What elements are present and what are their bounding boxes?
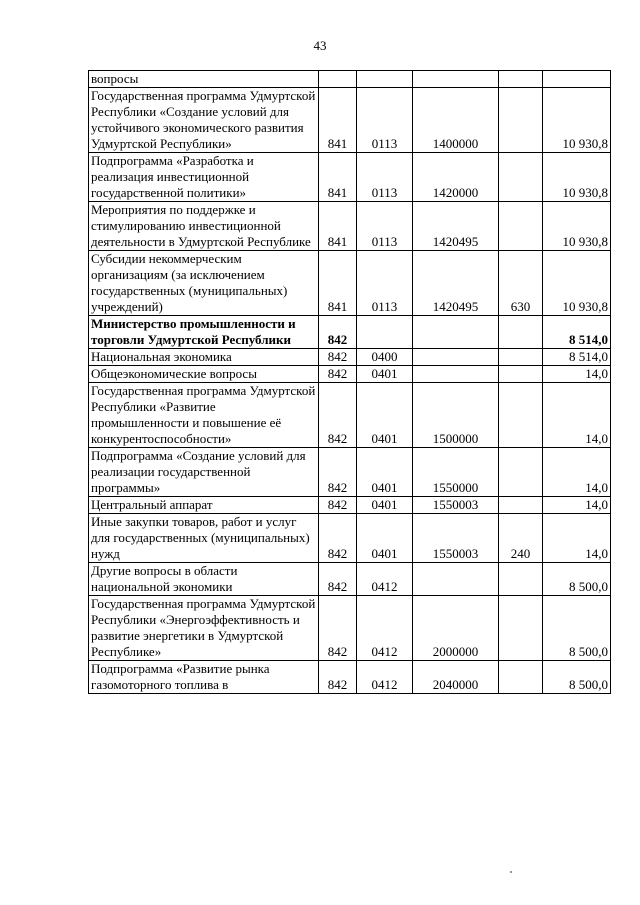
table-row: [89, 383, 611, 448]
row-department-cell: 841: [319, 153, 357, 202]
row-section-cell: 0400: [357, 349, 413, 366]
row-name-cell: Субсидии некоммерческим организациям (за исключением государственных (муниципальных) учреждений): [89, 251, 319, 316]
row-department-cell: 842: [319, 366, 357, 383]
row-name-cell: Подпрограмма «Создание условий для реализации государственной программы»: [89, 448, 319, 497]
row-expense-type-cell: [499, 366, 543, 383]
row-department-cell: 842: [319, 316, 357, 349]
row-name-cell: Центральный аппарат: [89, 497, 319, 514]
row-article-cell: 1420000: [413, 153, 499, 202]
table-row: [89, 88, 611, 153]
row-department-cell: 841: [319, 251, 357, 316]
row-name-cell: Государственная программа Удмуртской Республики «Создание условий для устойчивого экономического развития Удмуртской Республики»: [89, 88, 319, 153]
scan-speck: [510, 871, 512, 873]
row-department-cell: [319, 71, 357, 88]
budget-table-body: [89, 71, 611, 694]
table-row: [89, 596, 611, 661]
row-article-cell: [413, 71, 499, 88]
row-name-cell: вопросы: [89, 71, 319, 88]
row-amount-cell: 10 930,8: [543, 251, 611, 316]
row-section-cell: 0412: [357, 596, 413, 661]
row-name-cell: Государственная программа Удмуртской Республики «Развитие промышленности и повышение её конкурентоспособности»: [89, 383, 319, 448]
table-row: [89, 251, 611, 316]
row-department-cell: 842: [319, 349, 357, 366]
row-article-cell: 1550000: [413, 448, 499, 497]
row-article-cell: 2000000: [413, 596, 499, 661]
row-article-cell: 1550003: [413, 497, 499, 514]
row-department-cell: 842: [319, 596, 357, 661]
row-department-cell: 842: [319, 514, 357, 563]
table-row: [89, 661, 611, 694]
row-name-cell: Национальная экономика: [89, 349, 319, 366]
table-row: [89, 563, 611, 596]
row-amount-cell: 10 930,8: [543, 202, 611, 251]
row-article-cell: [413, 563, 499, 596]
row-article-cell: [413, 366, 499, 383]
row-section-cell: 0412: [357, 563, 413, 596]
row-amount-cell: [543, 71, 611, 88]
row-expense-type-cell: 630: [499, 251, 543, 316]
row-section-cell: 0412: [357, 661, 413, 694]
table-row: [89, 366, 611, 383]
row-expense-type-cell: [499, 448, 543, 497]
row-amount-cell: 10 930,8: [543, 153, 611, 202]
row-expense-type-cell: [499, 661, 543, 694]
row-section-cell: 0113: [357, 153, 413, 202]
row-expense-type-cell: [499, 88, 543, 153]
row-expense-type-cell: [499, 316, 543, 349]
row-expense-type-cell: [499, 596, 543, 661]
row-name-cell: Министерство промышленности и торговли Удмуртской Республики: [89, 316, 319, 349]
row-article-cell: [413, 316, 499, 349]
row-section-cell: 0401: [357, 514, 413, 563]
row-department-cell: 841: [319, 202, 357, 251]
row-name-cell: Другие вопросы в области национальной экономики: [89, 563, 319, 596]
table-row: [89, 514, 611, 563]
row-expense-type-cell: 240: [499, 514, 543, 563]
page-number: 43: [313, 38, 327, 53]
row-amount-cell: 8 500,0: [543, 661, 611, 694]
row-amount-cell: 14,0: [543, 448, 611, 497]
row-department-cell: 842: [319, 661, 357, 694]
row-expense-type-cell: [499, 71, 543, 88]
row-amount-cell: 8 514,0: [543, 316, 611, 349]
row-department-cell: 842: [319, 383, 357, 448]
row-section-cell: [357, 316, 413, 349]
row-expense-type-cell: [499, 497, 543, 514]
row-article-cell: 1550003: [413, 514, 499, 563]
row-section-cell: 0113: [357, 251, 413, 316]
row-section-cell: [357, 71, 413, 88]
row-section-cell: 0113: [357, 202, 413, 251]
row-name-cell: Общеэкономические вопросы: [89, 366, 319, 383]
table-row: [89, 448, 611, 497]
row-section-cell: 0401: [357, 497, 413, 514]
row-article-cell: 1420495: [413, 251, 499, 316]
table-row: [89, 349, 611, 366]
row-expense-type-cell: [499, 349, 543, 366]
row-article-cell: 1500000: [413, 383, 499, 448]
row-amount-cell: 8 500,0: [543, 596, 611, 661]
row-amount-cell: 14,0: [543, 497, 611, 514]
row-department-cell: 841: [319, 88, 357, 153]
row-name-cell: Государственная программа Удмуртской Республики «Энергоэффективность и развитие энергетики в Удмуртской Республике»: [89, 596, 319, 661]
row-section-cell: 0113: [357, 88, 413, 153]
row-department-cell: 842: [319, 448, 357, 497]
row-name-cell: Подпрограмма «Развитие рынка газомоторного топлива в: [89, 661, 319, 694]
row-section-cell: 0401: [357, 448, 413, 497]
row-name-cell: Мероприятия по поддержке и стимулированию инвестиционной деятельности в Удмуртской Республике: [89, 202, 319, 251]
row-article-cell: 2040000: [413, 661, 499, 694]
table-row: [89, 316, 611, 349]
row-amount-cell: 10 930,8: [543, 88, 611, 153]
table-row: [89, 153, 611, 202]
row-expense-type-cell: [499, 153, 543, 202]
row-amount-cell: 14,0: [543, 366, 611, 383]
row-department-cell: 842: [319, 497, 357, 514]
row-section-cell: 0401: [357, 366, 413, 383]
row-amount-cell: 8 514,0: [543, 349, 611, 366]
row-expense-type-cell: [499, 563, 543, 596]
row-article-cell: 1400000: [413, 88, 499, 153]
budget-table: [88, 70, 611, 694]
row-amount-cell: 14,0: [543, 514, 611, 563]
row-name-cell: Подпрограмма «Разработка и реализация инвестиционной государственной политики»: [89, 153, 319, 202]
row-article-cell: 1420495: [413, 202, 499, 251]
table-row: [89, 202, 611, 251]
table-row: [89, 71, 611, 88]
row-amount-cell: 14,0: [543, 383, 611, 448]
row-article-cell: [413, 349, 499, 366]
row-expense-type-cell: [499, 383, 543, 448]
row-department-cell: 842: [319, 563, 357, 596]
row-name-cell: Иные закупки товаров, работ и услуг для государственных (муниципальных) нужд: [89, 514, 319, 563]
row-amount-cell: 8 500,0: [543, 563, 611, 596]
row-expense-type-cell: [499, 202, 543, 251]
table-row: [89, 497, 611, 514]
row-section-cell: 0401: [357, 383, 413, 448]
